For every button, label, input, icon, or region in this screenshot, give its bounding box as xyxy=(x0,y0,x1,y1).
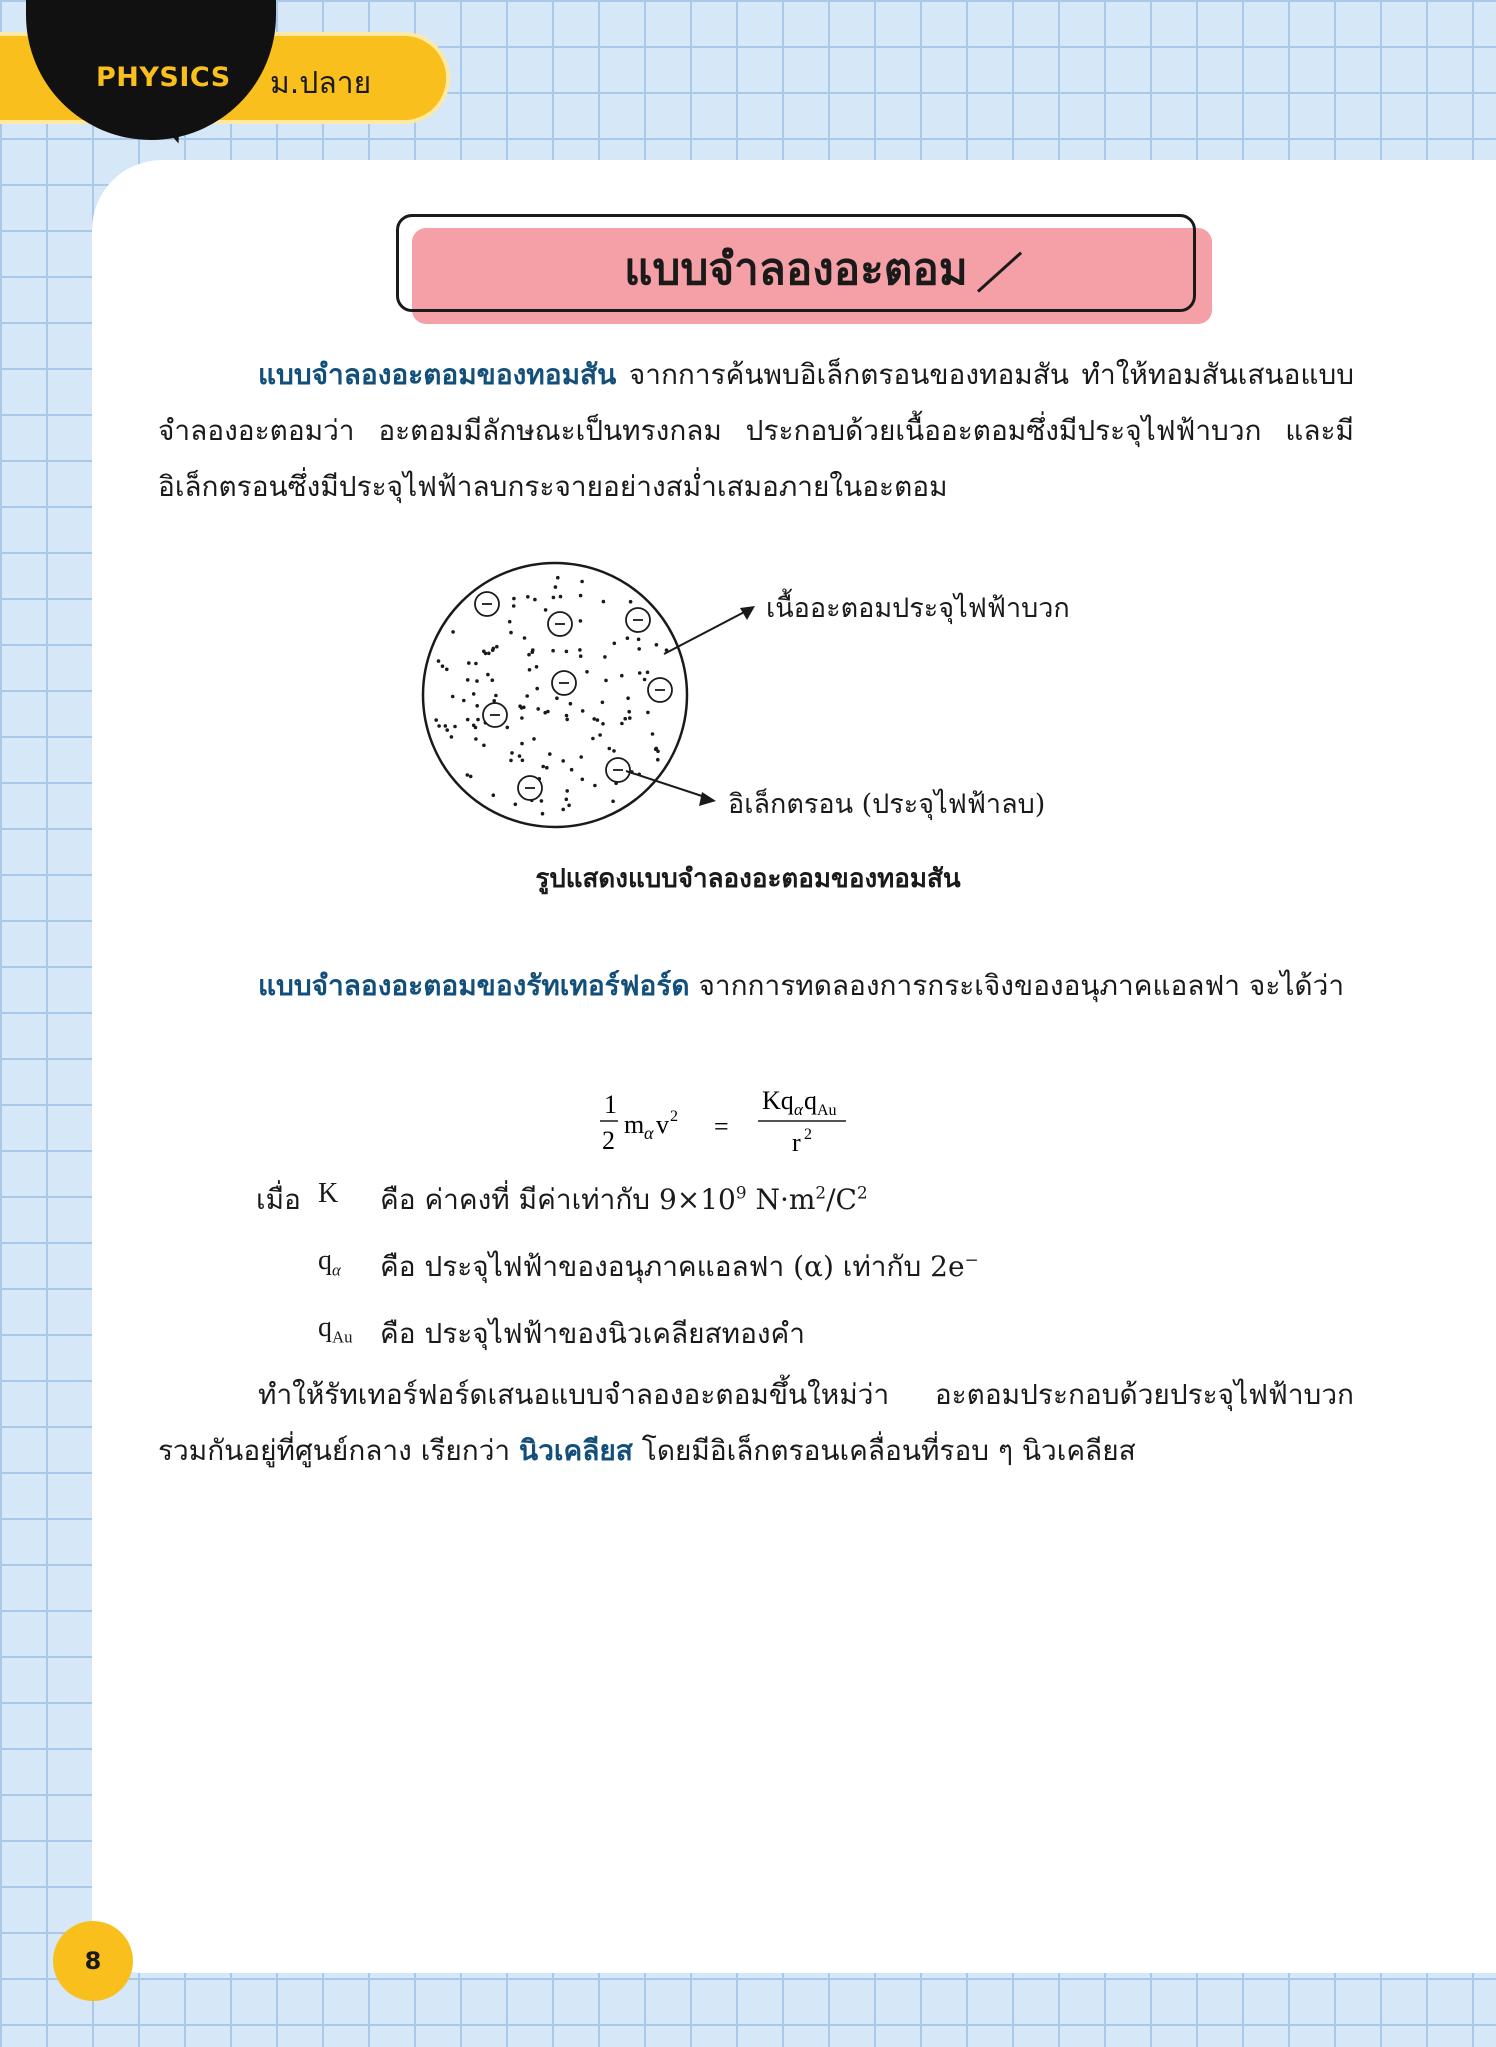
positive-dot xyxy=(450,735,454,739)
positive-dot xyxy=(475,679,479,683)
positive-dot xyxy=(540,799,544,803)
positive-dot xyxy=(475,704,479,708)
positive-dot xyxy=(474,737,478,741)
svg-text:2: 2 xyxy=(670,1108,678,1125)
positive-dot xyxy=(541,765,545,769)
positive-dot xyxy=(518,754,522,758)
positive-dot xyxy=(561,808,565,812)
positive-dot xyxy=(512,597,516,601)
positive-dot xyxy=(445,668,449,672)
positive-dot xyxy=(655,747,659,751)
positive-dot xyxy=(476,718,480,722)
title-box xyxy=(396,214,1196,310)
positive-dot xyxy=(579,755,583,759)
positive-dot xyxy=(608,747,612,751)
positive-dot xyxy=(579,654,583,658)
positive-dot xyxy=(602,600,606,604)
electron-icon xyxy=(548,612,572,636)
positive-dot xyxy=(565,714,569,718)
positive-dot xyxy=(638,671,642,675)
positive-dot xyxy=(467,661,471,665)
positive-dot xyxy=(643,678,647,682)
positive-dot xyxy=(451,630,455,634)
positive-dot xyxy=(601,701,605,705)
positive-dot xyxy=(532,737,536,741)
positive-dot xyxy=(579,594,583,598)
positive-dot xyxy=(437,659,441,663)
positive-dot xyxy=(626,696,630,700)
positive-dot xyxy=(520,706,524,710)
diagram-caption: รูปแสดงแบบจำลองอะตอมของทอมสัน xyxy=(535,864,961,894)
thomson-heading: แบบจำลองอะตอมของทอมสัน xyxy=(258,358,617,391)
positive-dot xyxy=(535,687,539,691)
svg-text:α: α xyxy=(794,1100,803,1119)
positive-dot xyxy=(451,695,455,699)
electron-icon xyxy=(483,703,507,727)
def-qa-symbol: $q_\alpha$ xyxy=(318,1245,341,1280)
positive-dot xyxy=(491,648,495,652)
positive-dot xyxy=(593,784,597,788)
page-title: แบบจำลองอะตอม xyxy=(624,244,968,295)
positive-dot xyxy=(544,608,548,612)
rutherford-heading: แบบจำลองอะตอมของรัทเทอร์ฟอร์ด xyxy=(258,969,690,1002)
positive-dot xyxy=(656,758,660,762)
nucleus-term: นิวเคลียส xyxy=(519,1434,633,1467)
svg-text:v: v xyxy=(656,1110,669,1139)
formula-rhs-den: r xyxy=(792,1128,801,1157)
positive-dot xyxy=(637,647,641,651)
positive-dot xyxy=(469,775,473,779)
positive-dot xyxy=(494,694,498,698)
formula-num: 1 xyxy=(604,1090,617,1119)
positive-dot xyxy=(441,664,445,668)
positive-dot xyxy=(495,645,499,649)
electron-icon xyxy=(475,592,499,616)
electron-icon xyxy=(518,776,542,800)
positive-dot xyxy=(509,631,513,635)
positive-dot xyxy=(510,751,514,755)
positive-dot xyxy=(445,728,449,732)
positive-dot xyxy=(551,649,555,653)
def-qau-symbol: $q_{Au}$ xyxy=(318,1312,353,1347)
positive-dot xyxy=(611,800,615,804)
positive-dot xyxy=(492,793,496,797)
positive-dot xyxy=(613,642,617,646)
positive-dot xyxy=(555,696,559,700)
positive-dot xyxy=(506,726,510,730)
positive-dot xyxy=(482,650,486,654)
positive-dot xyxy=(646,671,650,675)
positive-dot xyxy=(603,655,607,659)
def-k-symbol: K xyxy=(318,1178,339,1209)
arrow-positive-line xyxy=(664,608,752,654)
positive-dot xyxy=(444,724,448,728)
positive-dot xyxy=(580,580,584,584)
positive-dot xyxy=(512,604,516,608)
positive-dot xyxy=(527,653,531,657)
electron-icon xyxy=(626,608,650,632)
thomson-diagram xyxy=(410,550,1110,854)
electron-icon xyxy=(552,671,576,695)
positive-dot xyxy=(655,643,659,647)
positive-dot xyxy=(628,716,632,720)
svg-text:2: 2 xyxy=(804,1126,812,1143)
positive-dot xyxy=(491,678,495,682)
conclusion-paragraph xyxy=(158,1367,1354,1479)
positive-dot xyxy=(543,711,547,715)
subject-label: PHYSICS xyxy=(96,62,231,93)
positive-dot xyxy=(637,638,641,642)
page-number: 8 xyxy=(53,1921,133,2001)
positive-dot xyxy=(623,717,627,721)
formula-svg xyxy=(598,1085,898,1165)
def-qa-desc: คือ ประจุไฟฟ้าของอนุภาคแอลฟา (α) เท่ากับ 2e− xyxy=(380,1249,979,1283)
energy-formula xyxy=(598,1085,898,1173)
positive-dot xyxy=(520,742,524,746)
positive-dot xyxy=(453,725,457,729)
positive-dot xyxy=(554,585,558,589)
thomson-text: จากการค้นพบอิเล็กตรอนของทอมสัน ทำให้ทอมสันเสนอแบบจำลองอะตอมว่า อะตอมมีลักษณะเป็นทรงกลม ประกอบด้วยเนื้ออะตอมซึ่งมีประจุไฟฟ้าบวก และมีอิเล็กตรอนซึ่งมีประจุไฟฟ้าลบกระจายอย่างสม่ำเสมอภายในอะตอม xyxy=(158,358,1354,503)
positive-dot xyxy=(482,744,486,748)
positive-dot xyxy=(567,804,571,808)
positive-dot xyxy=(437,724,441,728)
positive-dot xyxy=(552,596,556,600)
positive-dot xyxy=(520,716,524,720)
positive-dot xyxy=(556,576,560,580)
positive-dot xyxy=(592,717,596,721)
positive-dot xyxy=(627,710,631,714)
positive-dot xyxy=(474,726,478,730)
formula-eq: = xyxy=(714,1112,729,1141)
conclusion-text1: ทำให้รัทเทอร์ฟอร์ดเสนอแบบจำลองอะตอมขึ้นใหม่ว่า อะตอมประกอบด้วยประจุไฟฟ้าบวกรวมกันอยู่ที่ศูนย์กลาง เรียกว่า xyxy=(158,1378,1354,1467)
positive-dot xyxy=(629,600,633,604)
svg-text:α: α xyxy=(644,1123,654,1143)
positive-dot xyxy=(620,722,624,726)
def-when: เมื่อ xyxy=(256,1183,301,1216)
positive-dot xyxy=(533,598,537,602)
positive-dot xyxy=(508,620,512,624)
positive-dot xyxy=(565,789,569,793)
positive-dot xyxy=(487,652,491,656)
svg-text:q: q xyxy=(804,1086,817,1115)
def-k-desc: คือ ค่าคงที่ มีค่าเท่ากับ $9\times 10^9$ $N\cdot m^2/C^2$ xyxy=(380,1182,868,1216)
positive-dot xyxy=(545,766,549,770)
positive-dot xyxy=(466,773,470,777)
positive-dot xyxy=(526,595,530,599)
positive-dot xyxy=(601,722,605,726)
positive-dot xyxy=(474,662,478,666)
conclusion-text2: โดยมีอิเล็กตรอนเคลื่อนที่รอบ ๆ นิวเคลียส xyxy=(632,1434,1136,1467)
positive-dot xyxy=(591,737,595,741)
positive-dot xyxy=(578,648,582,652)
positive-dot xyxy=(486,673,490,677)
thomson-paragraph xyxy=(158,347,1354,515)
positive-dot xyxy=(521,759,525,763)
label-electron: อิเล็กตรอน (ประจุไฟฟ้าลบ) xyxy=(728,789,1046,820)
positive-dot xyxy=(531,648,535,652)
positive-dot xyxy=(541,812,545,816)
electron-icon xyxy=(606,758,630,782)
positive-dot xyxy=(528,668,532,672)
positive-dot xyxy=(598,733,602,737)
positive-dot xyxy=(651,732,655,736)
positive-dot xyxy=(472,692,476,696)
positive-dot xyxy=(492,699,496,703)
arrow-electron-head xyxy=(699,792,716,806)
positive-dot xyxy=(565,718,569,722)
positive-dot xyxy=(579,619,583,623)
positive-dot xyxy=(509,759,513,763)
positive-dot xyxy=(466,718,470,722)
atom-sphere xyxy=(423,563,687,827)
positive-dot xyxy=(565,650,569,654)
positive-dot xyxy=(565,798,569,802)
positive-dot xyxy=(569,702,573,706)
positive-dot xyxy=(570,768,574,772)
positive-dot xyxy=(585,670,589,674)
level-label: ม.ปลาย xyxy=(270,66,372,101)
positive-dot xyxy=(548,752,552,756)
positive-dot xyxy=(434,718,438,722)
formula-rhs-num: Kq xyxy=(762,1086,794,1115)
svg-text:Au: Au xyxy=(817,1102,837,1119)
positive-dot xyxy=(525,694,529,698)
positive-dot xyxy=(523,636,527,640)
positive-dot xyxy=(535,665,539,669)
positive-dot xyxy=(514,803,518,807)
positive-dot xyxy=(646,711,650,715)
positive-dot xyxy=(462,699,466,703)
formula-den: 2 xyxy=(602,1126,615,1155)
electron-icon xyxy=(648,678,672,702)
rutherford-text: จากการทดลองการกระเจิงของอนุภาคแอลฟา จะได้ว่า xyxy=(689,969,1345,1002)
positive-dot xyxy=(626,636,630,640)
positive-dot xyxy=(612,749,616,753)
positive-dot xyxy=(581,709,585,713)
positive-dot xyxy=(596,718,600,722)
positive-dot xyxy=(604,679,608,683)
positive-dot xyxy=(561,759,565,763)
positive-dot xyxy=(620,674,624,678)
positive-dot xyxy=(466,678,470,682)
label-positive-matter: เนื้ออะตอมประจุไฟฟ้าบวก xyxy=(766,593,1070,624)
positive-dot xyxy=(581,778,585,782)
positive-dot xyxy=(536,707,540,711)
def-qau-desc: คือ ประจุไฟฟ้าของนิวเคลียสทองคำ xyxy=(380,1317,806,1350)
rutherford-paragraph xyxy=(158,958,1354,1014)
formula-lhs: m xyxy=(624,1110,645,1139)
positive-dot xyxy=(559,595,563,599)
